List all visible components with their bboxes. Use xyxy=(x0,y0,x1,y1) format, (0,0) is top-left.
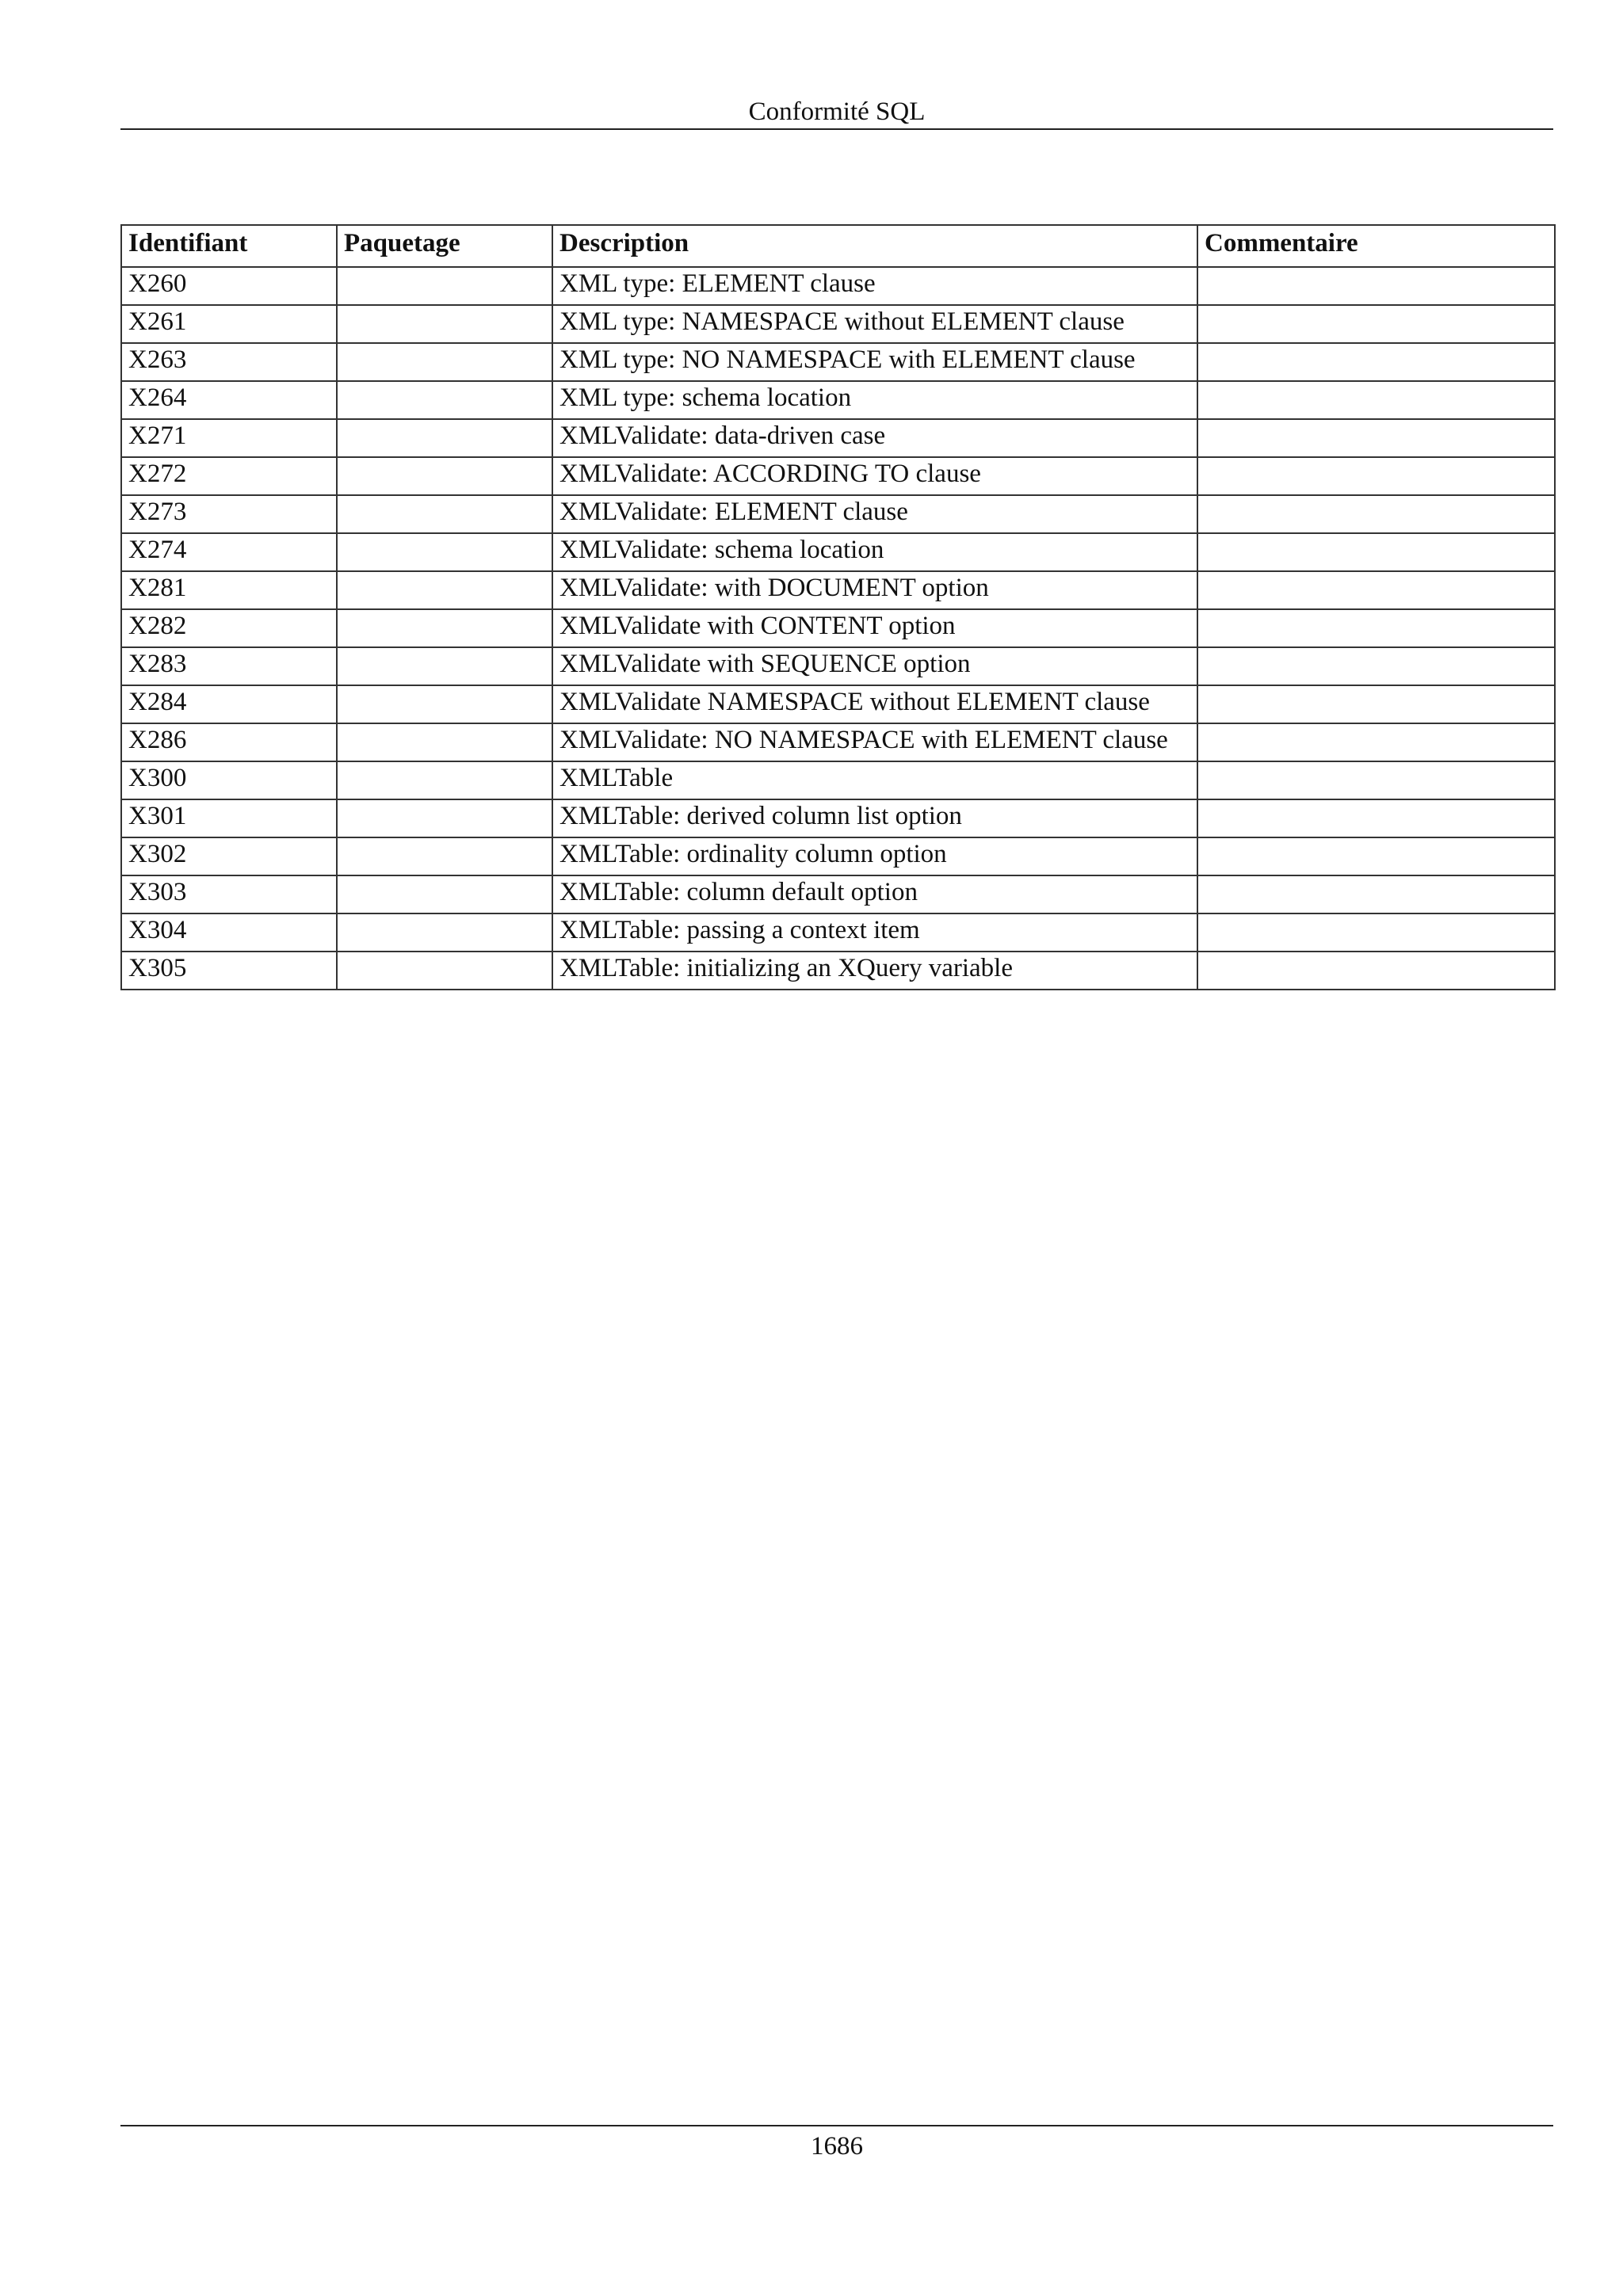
cell-paquetage xyxy=(337,495,552,533)
cell-paquetage xyxy=(337,913,552,952)
cell-identifiant: X260 xyxy=(121,267,337,305)
cell-description: XMLValidate: ACCORDING TO clause xyxy=(552,457,1197,495)
cell-paquetage xyxy=(337,837,552,875)
table-row xyxy=(121,913,1555,952)
cell-commentaire xyxy=(1197,495,1555,533)
cell-paquetage xyxy=(337,267,552,305)
cell-commentaire xyxy=(1197,837,1555,875)
cell-paquetage xyxy=(337,723,552,761)
table-row xyxy=(121,761,1555,799)
cell-commentaire xyxy=(1197,952,1555,990)
table-row xyxy=(121,647,1555,685)
cell-description: XMLValidate: schema location xyxy=(552,533,1197,571)
cell-identifiant: X261 xyxy=(121,305,337,343)
cell-identifiant: X272 xyxy=(121,457,337,495)
cell-commentaire xyxy=(1197,609,1555,647)
cell-description: XMLValidate with CONTENT option xyxy=(552,609,1197,647)
cell-paquetage xyxy=(337,419,552,457)
column-header-commentaire: Commentaire xyxy=(1197,225,1555,267)
cell-identifiant: X282 xyxy=(121,609,337,647)
table-row xyxy=(121,305,1555,343)
column-header-paquetage: Paquetage xyxy=(337,225,552,267)
cell-paquetage xyxy=(337,305,552,343)
cell-commentaire xyxy=(1197,799,1555,837)
table-row xyxy=(121,495,1555,533)
cell-identifiant: X263 xyxy=(121,343,337,381)
table-header-row xyxy=(121,225,1555,267)
table-row xyxy=(121,457,1555,495)
table-row xyxy=(121,267,1555,305)
table-row xyxy=(121,571,1555,609)
cell-commentaire xyxy=(1197,685,1555,723)
cell-paquetage xyxy=(337,381,552,419)
cell-paquetage xyxy=(337,761,552,799)
cell-commentaire xyxy=(1197,343,1555,381)
cell-description: XMLTable: initializing an XQuery variable xyxy=(552,952,1197,990)
cell-identifiant: X303 xyxy=(121,875,337,913)
cell-description: XMLTable: column default option xyxy=(552,875,1197,913)
cell-identifiant: X286 xyxy=(121,723,337,761)
cell-paquetage xyxy=(337,647,552,685)
table-row xyxy=(121,685,1555,723)
cell-paquetage xyxy=(337,799,552,837)
cell-description: XML type: NO NAMESPACE with ELEMENT clause xyxy=(552,343,1197,381)
cell-identifiant: X271 xyxy=(121,419,337,457)
cell-identifiant: X301 xyxy=(121,799,337,837)
cell-paquetage xyxy=(337,457,552,495)
cell-identifiant: X300 xyxy=(121,761,337,799)
cell-commentaire xyxy=(1197,571,1555,609)
column-header-identifiant: Identifiant xyxy=(121,225,337,267)
cell-identifiant: X273 xyxy=(121,495,337,533)
cell-description: XML type: NAMESPACE without ELEMENT clause xyxy=(552,305,1197,343)
cell-commentaire xyxy=(1197,647,1555,685)
cell-description: XMLTable: derived column list option xyxy=(552,799,1197,837)
cell-identifiant: X274 xyxy=(121,533,337,571)
cell-description: XMLTable: ordinality column option xyxy=(552,837,1197,875)
table-row xyxy=(121,799,1555,837)
table-row xyxy=(121,723,1555,761)
cell-description: XMLValidate: NO NAMESPACE with ELEMENT clause xyxy=(552,723,1197,761)
cell-paquetage xyxy=(337,609,552,647)
table-row xyxy=(121,609,1555,647)
table-row xyxy=(121,533,1555,571)
cell-paquetage xyxy=(337,571,552,609)
cell-commentaire xyxy=(1197,875,1555,913)
running-header: Conformité SQL xyxy=(748,97,926,126)
cell-description: XML type: schema location xyxy=(552,381,1197,419)
cell-description: XMLValidate with SEQUENCE option xyxy=(552,647,1197,685)
cell-commentaire xyxy=(1197,267,1555,305)
table-body xyxy=(121,267,1555,990)
cell-identifiant: X302 xyxy=(121,837,337,875)
table-row xyxy=(121,381,1555,419)
cell-paquetage xyxy=(337,685,552,723)
column-header-description: Description xyxy=(552,225,1197,267)
table-row xyxy=(121,952,1555,990)
table-row xyxy=(121,343,1555,381)
cell-commentaire xyxy=(1197,457,1555,495)
cell-description: XML type: ELEMENT clause xyxy=(552,267,1197,305)
cell-identifiant: X304 xyxy=(121,913,337,952)
cell-paquetage xyxy=(337,952,552,990)
page-number: 1686 xyxy=(811,2132,863,2161)
cell-commentaire xyxy=(1197,305,1555,343)
cell-commentaire xyxy=(1197,913,1555,952)
compliance-table xyxy=(120,224,1556,990)
cell-identifiant: X281 xyxy=(121,571,337,609)
cell-paquetage xyxy=(337,533,552,571)
cell-description: XMLValidate: data-driven case xyxy=(552,419,1197,457)
cell-description: XMLValidate: with DOCUMENT option xyxy=(552,571,1197,609)
cell-commentaire xyxy=(1197,533,1555,571)
cell-commentaire xyxy=(1197,761,1555,799)
header-divider xyxy=(120,128,1553,130)
cell-identifiant: X283 xyxy=(121,647,337,685)
cell-description: XMLTable xyxy=(552,761,1197,799)
cell-paquetage xyxy=(337,875,552,913)
cell-identifiant: X284 xyxy=(121,685,337,723)
cell-identifiant: X264 xyxy=(121,381,337,419)
cell-description: XMLTable: passing a context item xyxy=(552,913,1197,952)
cell-identifiant: X305 xyxy=(121,952,337,990)
table-row xyxy=(121,419,1555,457)
cell-description: XMLValidate NAMESPACE without ELEMENT clause xyxy=(552,685,1197,723)
cell-commentaire xyxy=(1197,381,1555,419)
table-row xyxy=(121,837,1555,875)
cell-description: XMLValidate: ELEMENT clause xyxy=(552,495,1197,533)
table-row xyxy=(121,875,1555,913)
cell-commentaire xyxy=(1197,723,1555,761)
cell-commentaire xyxy=(1197,419,1555,457)
cell-paquetage xyxy=(337,343,552,381)
